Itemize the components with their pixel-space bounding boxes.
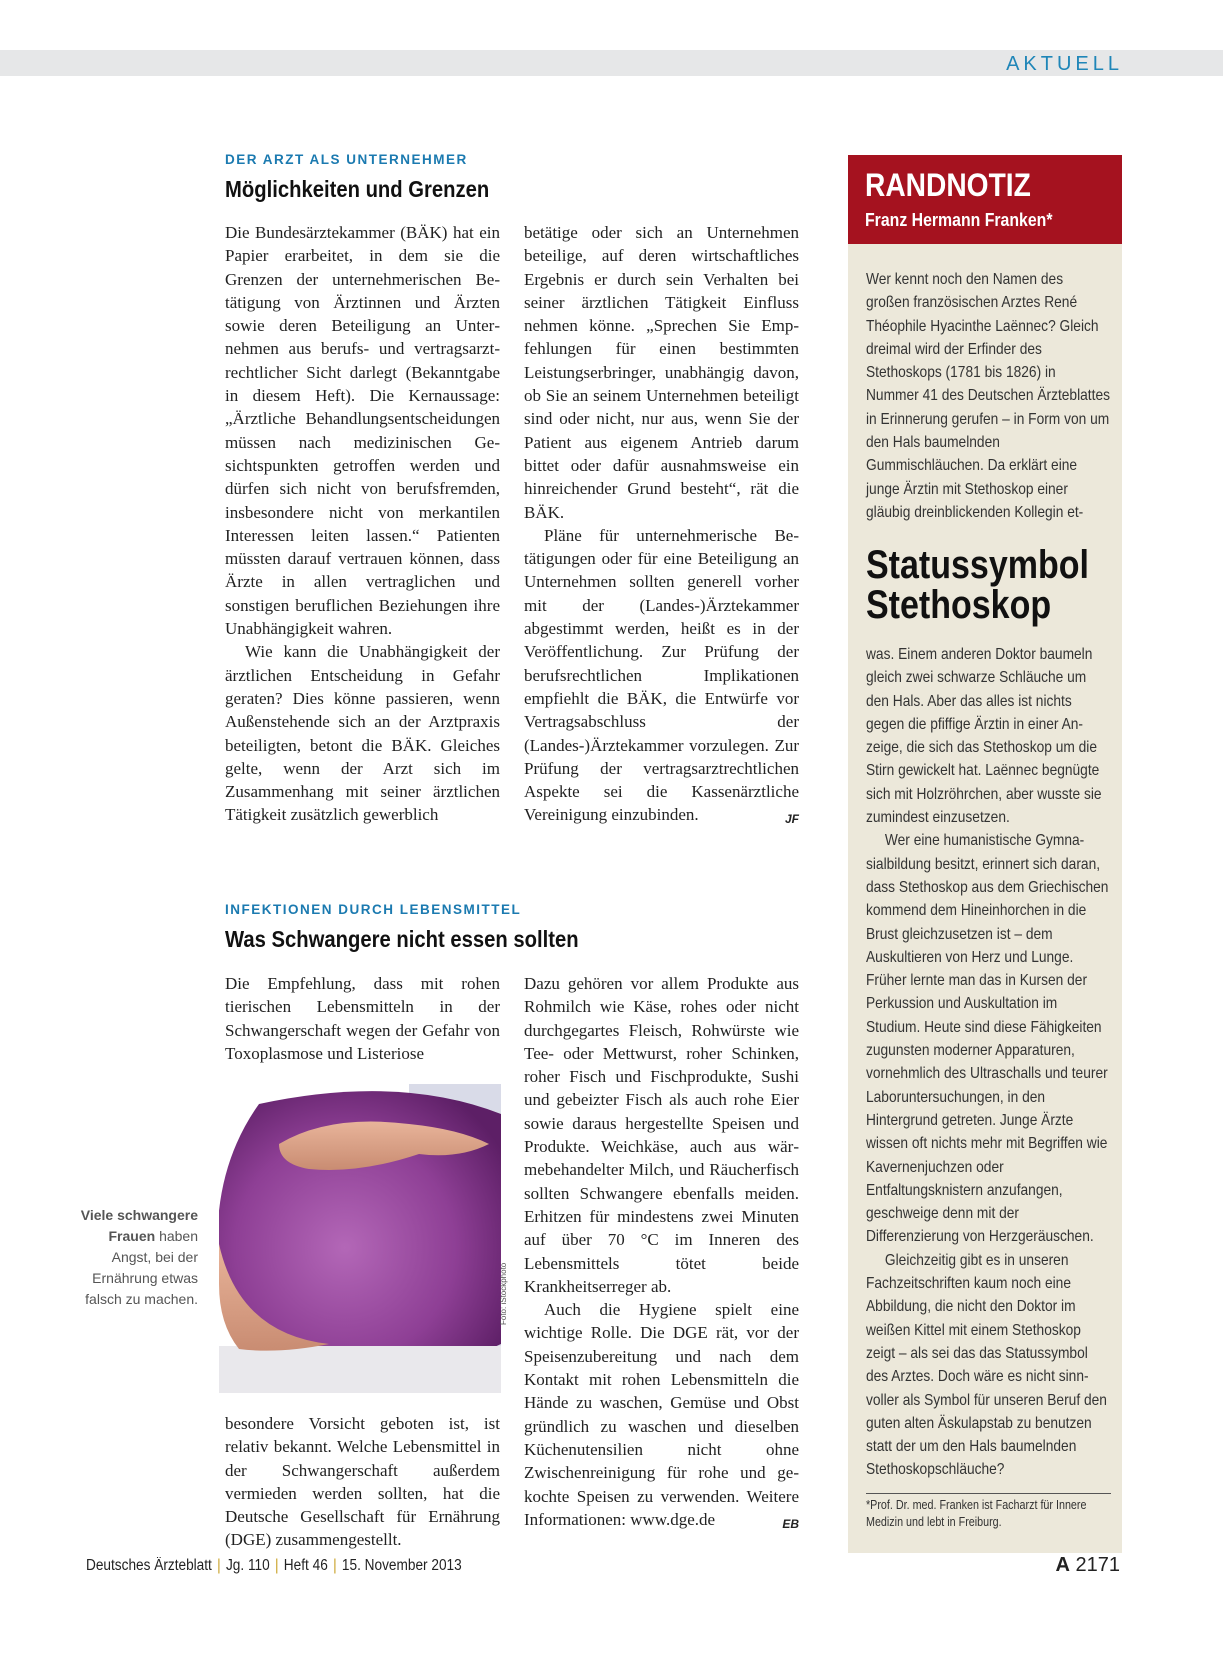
photo-credit: Foto: iStockphoto bbox=[499, 1262, 508, 1325]
pregnant-woman-photo bbox=[219, 1084, 501, 1393]
page-number bbox=[1055, 1554, 1120, 1577]
journal-name: Deutsches Ärzteblatt bbox=[86, 1557, 212, 1574]
article2-headline: Was Schwangere nicht essen sollten bbox=[225, 926, 579, 952]
page-number-value: 2171 bbox=[1075, 1554, 1120, 1576]
sidebar-author: Franz Hermann Franken* bbox=[865, 210, 1053, 230]
article2-signature: EB bbox=[782, 1516, 799, 1531]
sidebar-header bbox=[848, 155, 1122, 244]
article1-column-1 bbox=[225, 221, 500, 827]
sidebar-body bbox=[866, 643, 1110, 1482]
article2-kicker: INFEKTIONEN DURCH LEBENSMITTEL bbox=[225, 902, 522, 917]
sidebar-intro bbox=[866, 268, 1110, 524]
sidebar-paragraph: Wer kennt noch den Namen des großen französischen Arztes René Théophile Hyacinthe Laënnec? Gleich dreimal wird der Erfinder des Stethoskops (1781 bis 1826) in Nummer 41 des Deutschen Ärzteblattes in Erinnerung gerufen – in Form von um den Hals baumelnden Gummischläuchen. Da erklärt eine junge Ärztin mit Stethoskop einer gläubig dreinblickenden Kollegin et- bbox=[866, 271, 1110, 521]
article2-paragraph: besondere Vorsicht geboten ist, ist relativ bekannt. Welche Lebensmittel in der Schwangerschaft außerdem vermieden werden sollten, hat die Deutsche Gesellschaft für Ernährung (DGE) zusammengestellt. bbox=[225, 1414, 500, 1550]
section-label: AKTUELL bbox=[1006, 53, 1123, 75]
footnote-rule bbox=[866, 1493, 1111, 1494]
issue-date: 15. November 2013 bbox=[341, 1557, 462, 1574]
volume: Jg. 110 bbox=[225, 1557, 270, 1574]
issue: Heft 46 bbox=[283, 1557, 328, 1574]
article2-paragraph-text: Auch die Hygiene spielt eine wichtige Rolle. Die DGE rät, vor der Speisenzubereitung und nach dem Kontakt mit rohen Lebensmitteln die Hände zu waschen, Gemüse und Obst gründlich zu waschen und dieselben Küchenutensilien nicht ohne Zwischenreinigung für rohe und gekochte Speisen zu verwenden. Weitere Informationen: www.dge.de bbox=[524, 1300, 799, 1529]
sidebar-paragraph: Gleichzeitig gibt es in unseren Fachzeitschriften kaum noch eine Abbildung, die nicht den Doktor im weißen Kittel mit einem Stethoskop zeigt – als sei das das Statussymbol des Arztes. Doch wäre es nicht sinnvoller als Symbol für unseren Beruf den guten alten Äskulapstab zu benutzen statt der um den Hals baumelnden Stethoskopschläuche? bbox=[866, 1251, 1107, 1479]
sidebar-title: RANDNOTIZ bbox=[865, 167, 1031, 203]
article1-paragraph bbox=[524, 524, 799, 827]
photo-caption bbox=[80, 1205, 198, 1310]
article1-column-2 bbox=[524, 221, 799, 832]
sidebar-paragraph: Wer eine humanistische Gymnasialbildung besitzt, erinnert sich daran, dass Stethoskop aus dem Griechischen kommend dem Hineinhorchen in die Brust gleichzusetzen ist – dem Auskultieren von Herz und Lunge. Früher lernte man das in Kursen der Perkussion und Auskultation im Studium. Heute sind diese Fähigkeiten zugunsten moderner Apparaturen, vornehmlich des Ultraschalls und teurer Laboruntersuchungen, in den Hintergrund getreten. Junge Ärzte wissen oft nichts mehr mit Begriffen wie Kavernenjuchzen oder Entfaltungsknistern anzufangen, geschweige denn mit der Differenzierung von Herzgeräuschen. bbox=[866, 832, 1109, 1246]
article1-paragraph: Die Bundesärztekammer (BÄK) hat ein Papier erarbeitet, in dem sie die Grenzen der unternehmerischen Betätigung von Ärztinnen und Ärzten sowie deren Beteiligung an Unternehmen aus berufs- und vertragsarztrechtlicher Sicht darlegt (Bekanntgabe in diesem Heft). Die Kernaussage: „Ärztliche Behandlungsentscheidungen müssen nach medizinischen Gesichtspunkten getroffen werden und dürfen sich nicht von berufsfremden, insbesondere nicht von merkantilen Interessen leiten lassen.“ Patienten müssten darauf vertrauen können, dass Ärzte in allen vertraglichen und sonstigen beruflichen Beziehungen ihre Unabhängigkeit wahren. bbox=[225, 223, 500, 639]
caption-lead: Viele schwangere Frauen bbox=[80, 1207, 198, 1244]
sidebar-footnote: *Prof. Dr. med. Franken ist Facharzt für Innere Medizin und lebt in Freiburg. bbox=[866, 1498, 1087, 1529]
article1-paragraph-text: Pläne für unternehmerische Betätigungen oder für eine Beteiligung an Unternehmen sollten generell vorher mit der (Landes-)Ärztekammer abgestimmt werden, heißt es in der Veröffentlichung. Zur Prüfung der berufsrechtlichen Implikationen empfiehlt die BÄK, die Entwürfe vor Vertragsabschluss der (Landes-)Ärztekammer vorzulegen. Zur Prüfung der vertragsarztrechtlichen Aspekte sei die Kassenärztliche Vereinigung einzubinden. bbox=[524, 525, 799, 825]
article1-paragraph: betätige oder sich an Unternehmen beteilige, auf deren wirtschaftliches Ergebnis er durch sein Verhalten bei seiner ärztlichen Tätigkeit Einfluss nehmen könne. „Sprechen Sie Empfehlungen für einen bestimmten Leistungserbringer, unabhängig davon, ob Sie an seinem Unternehmen beteiligt sind oder nicht, nur aus, wenn Sie der Patient aus eigenem Antrieb darum bittet oder dafür ausnahmsweise ein hinreichender Grund besteht“, rät die BÄK. bbox=[524, 223, 799, 522]
sidebar-paragraph: was. Einem anderen Doktor baumeln gleich zwei schwarze Schläuche um den Hals. Aber das alles ist nichts gegen die pfiffige Ärztin in einer Anzeige, die sich das Stethoskop um die Stirn gewickelt hat. Laënnec begnügte sich mit Holzröhrchen, aber wusste sie zumindest einzusetzen. bbox=[866, 646, 1102, 827]
article2-column-1-top bbox=[225, 972, 500, 1065]
page-prefix: A bbox=[1055, 1554, 1070, 1576]
article2-column-1-bottom bbox=[225, 1412, 500, 1552]
caption-text: haben Angst, bei der Ernährung etwas falsch zu machen. bbox=[85, 1228, 198, 1307]
article1-signature: JF bbox=[784, 812, 799, 827]
article1-paragraph: Wie kann die Unabhängigkeit der ärztlichen Entscheidung in Gefahr geraten? Dies könne passieren, wenn Außenstehende sich an der Arztpraxis beteiligten, betont die BÄK. Gleiches gelte, wenn der Arzt sich im Zusammenhang mit seiner ärztlichen Tätigkeit zusätzlich gewerblich bbox=[225, 642, 500, 825]
article2-paragraph bbox=[524, 1298, 799, 1531]
article2-paragraph: Dazu gehören vor allem Produkte aus Rohmilch wie Käse, rohes oder nicht durchgegartes Fleisch, Rohwürste wie Tee- oder Mettwurst, roher Schinken, roher Fisch und Fischprodukte, Sushi und gebeizter Fisch als auch rohe Eier sowie daraus hergestellte Speisen und Produkte. Weichkäse, auch aus wärmebehandelter Milch, und Räucherfisch sollten Schwangere ebenfalls meiden. Erhitzen für mindestens zwei Minuten auf über 70 °C im Inneren des Lebensmittels tötet beide Krankheitserreger ab. bbox=[524, 974, 799, 1296]
article2-column-2 bbox=[524, 972, 799, 1536]
article1-headline: Möglichkeiten und Grenzen bbox=[225, 176, 490, 202]
page-footer: Deutsches Ärzteblatt | Jg. 110 | Heft 46 | 15. November 2013 bbox=[86, 1557, 462, 1574]
article2-paragraph: Die Empfehlung, dass mit rohen tierischen Lebensmitteln in der Schwangerschaft wegen der Gefahr von Toxoplasmose und Listeriose bbox=[225, 974, 500, 1063]
sidebar-big-title: Statussymbol Stethoskop bbox=[866, 543, 1089, 627]
article1-kicker: DER ARZT ALS UNTERNEHMER bbox=[225, 152, 468, 167]
